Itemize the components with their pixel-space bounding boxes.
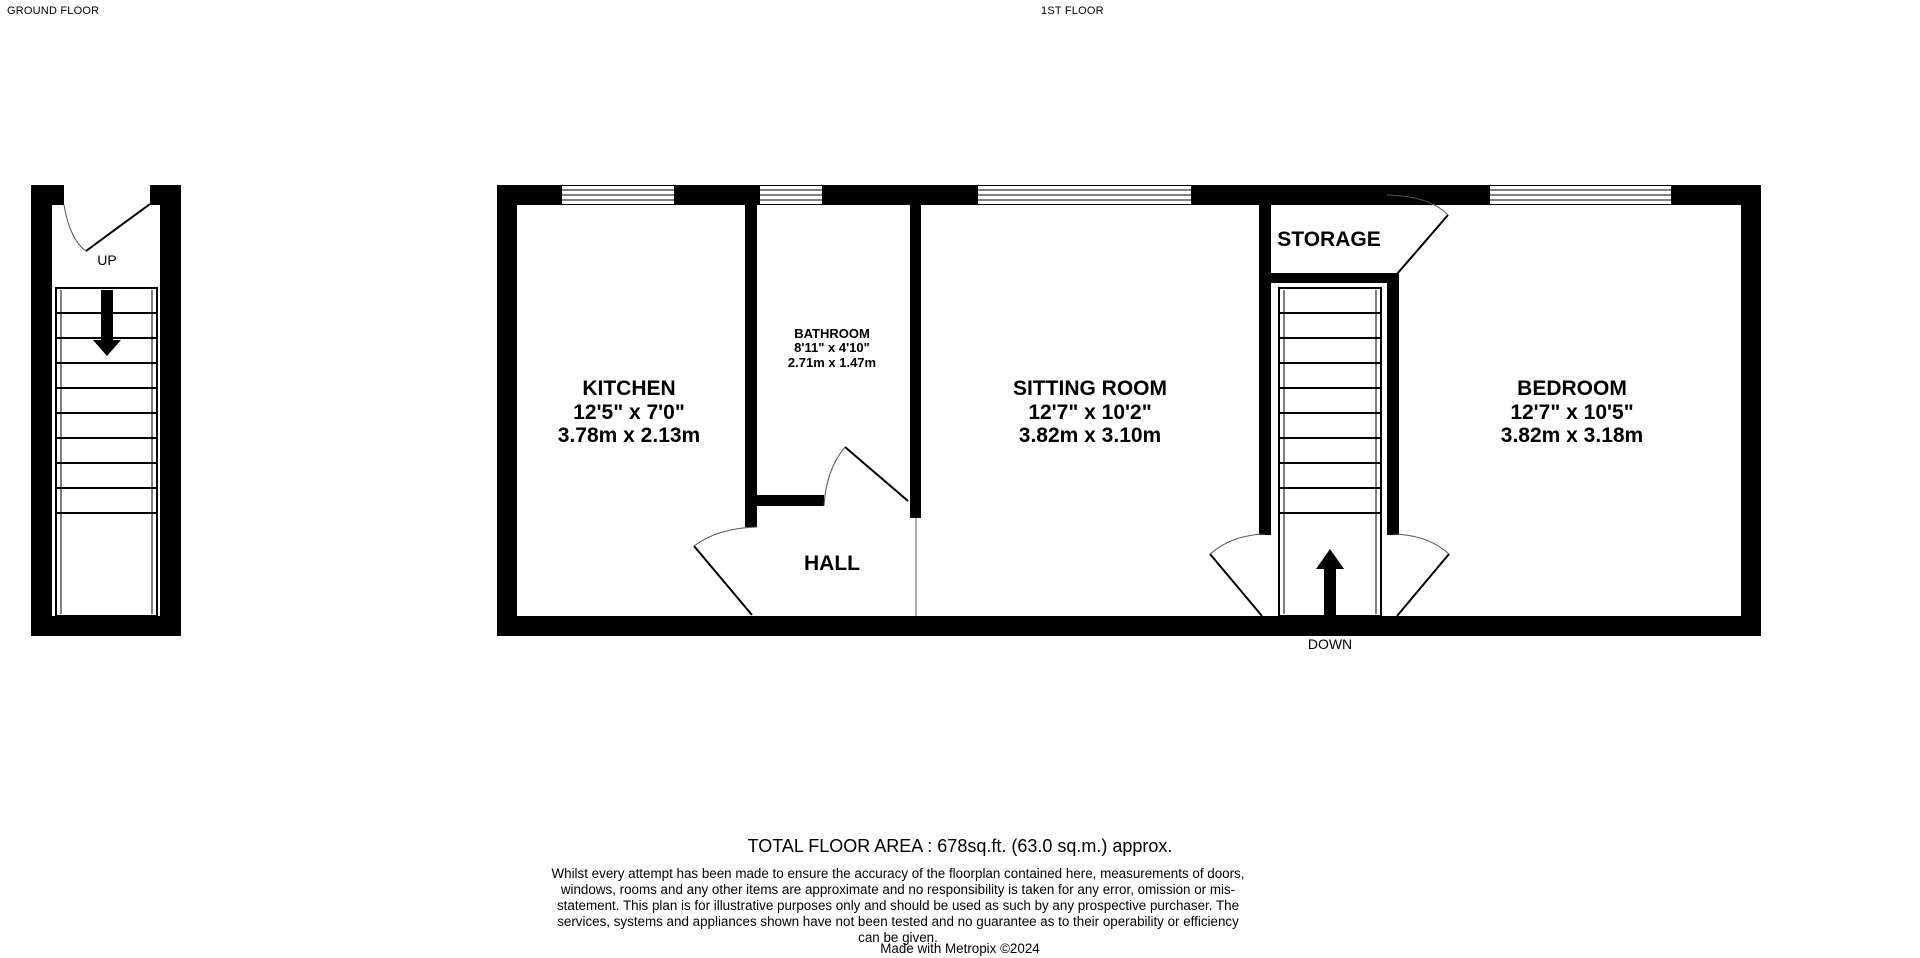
sitting-room-window	[978, 186, 1191, 204]
first-stair-arrow-icon	[1316, 549, 1344, 616]
sitting-room-imperial: 12'7" x 10'2"	[1028, 400, 1152, 424]
ground-wall-top-left	[31, 185, 64, 205]
ground-wall-left	[31, 185, 52, 636]
bathroom-imperial: 8'11" x 4'10"	[794, 340, 870, 356]
kitchen-name: KITCHEN	[582, 377, 676, 400]
bedroom-window	[1490, 186, 1671, 204]
ground-wall-right	[160, 185, 181, 636]
bedroom-name: BEDROOM	[1517, 377, 1627, 400]
stair-up-label: UP	[97, 252, 117, 268]
kitchen-label	[558, 377, 700, 448]
hall-label: HALL	[804, 552, 860, 575]
bedroom-label	[1501, 377, 1643, 448]
bathroom-window	[760, 186, 822, 204]
bedroom-stair-door	[1393, 534, 1449, 616]
bathroom-door	[824, 447, 908, 506]
sitting-room-metric: 3.82m x 3.10m	[1018, 424, 1162, 448]
ground-wall-bottom	[31, 616, 181, 636]
storage-door	[1387, 195, 1448, 274]
bathroom-label	[788, 327, 876, 370]
kitchen-bathroom-wall	[745, 205, 757, 527]
made-with-credit: Made with Metropix ©2024	[880, 941, 1040, 956]
stair-wall-left	[1259, 205, 1271, 535]
sitting-room-stair-door	[1210, 534, 1265, 616]
ground-stair-arrow-icon	[93, 290, 121, 356]
kitchen-door	[694, 527, 757, 615]
first-floor-label: 1ST FLOOR	[1041, 5, 1104, 17]
total-floor-area: TOTAL FLOOR AREA : 678sq.ft. (63.0 sq.m.) approx.	[747, 836, 1173, 856]
bathroom-metric: 2.71m x 1.47m	[787, 354, 877, 370]
first-wall-bottom	[497, 616, 1761, 636]
bathroom-bottom-wall	[757, 495, 824, 506]
bathroom-name: BATHROOM	[794, 326, 870, 341]
sitting-room-name: SITTING ROOM	[1013, 377, 1167, 400]
sitting-room-label	[1013, 377, 1167, 448]
ground-wall-top-right	[150, 185, 181, 205]
stair-down-label: DOWN	[1307, 636, 1353, 652]
first-wall-right	[1741, 185, 1761, 636]
disclaimer-text: Whilst every attempt has been made to ensure the accuracy of the floorplan contained here, measurements of doors, windows, rooms and any other items are approximate and no responsibility is taken for any error, omission or mis-statement. This plan is for illustrative purposes only and should be used as such by any prospective purchaser. The services, systems and appliances shown have not been tested and no guarantee as to their operability or efficiency can be given.	[551, 866, 1245, 945]
first-wall-left	[497, 185, 517, 636]
ground-entrance-door	[64, 204, 150, 251]
kitchen-window	[562, 186, 674, 204]
ground-floor-label: GROUND FLOOR	[7, 5, 100, 17]
storage-bottom-wall	[1271, 273, 1399, 283]
bedroom-imperial: 12'7" x 10'5"	[1510, 400, 1634, 424]
bathroom-sitting-wall	[910, 205, 921, 518]
stair-wall-right	[1387, 275, 1399, 535]
kitchen-metric: 3.78m x 2.13m	[557, 424, 701, 448]
bedroom-metric: 3.82m x 3.18m	[1500, 424, 1644, 448]
kitchen-imperial: 12'5" x 7'0"	[573, 400, 685, 424]
storage-label: STORAGE	[1277, 228, 1381, 251]
